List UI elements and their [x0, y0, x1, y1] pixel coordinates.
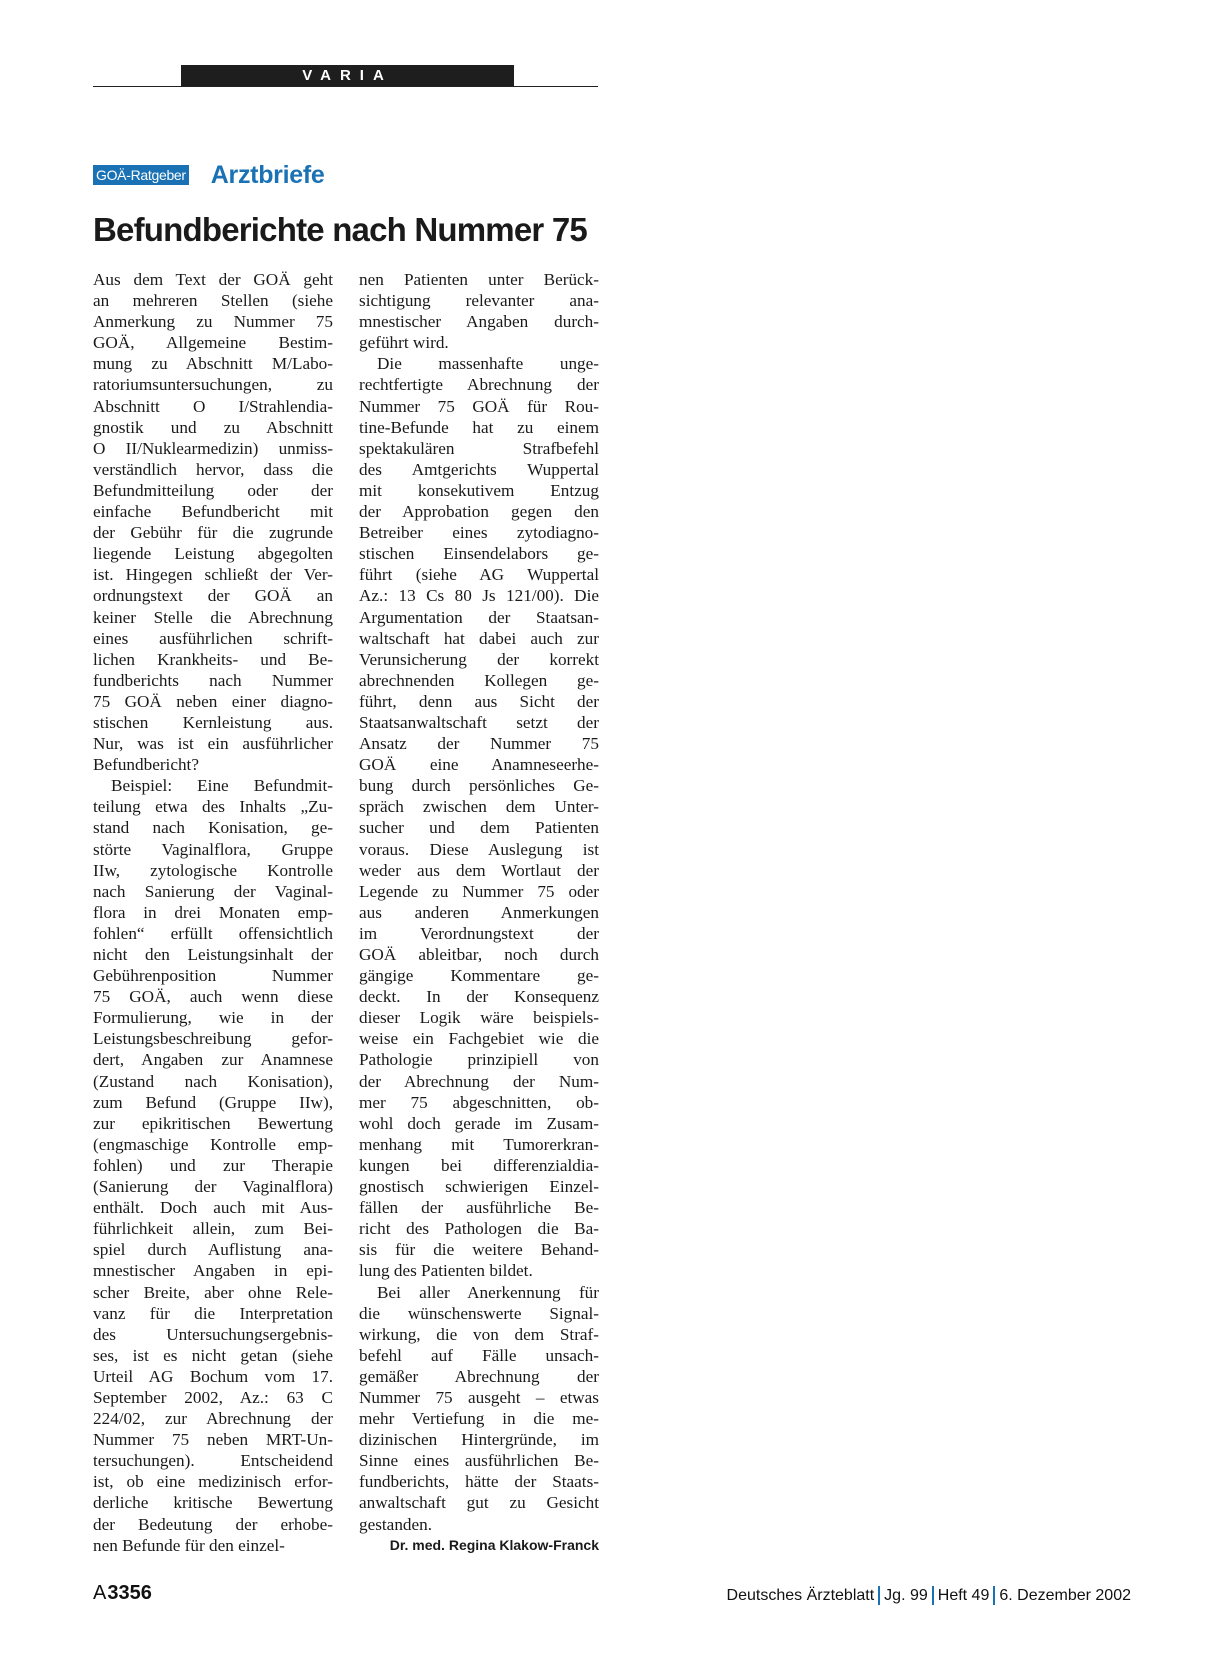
text-line: scher Breite, aber ohne Rele- — [93, 1282, 333, 1302]
text-line: lichen Krankheits- und Be- — [93, 649, 333, 669]
text-line: teilung etwa des Inhalts „Zu- — [93, 797, 333, 817]
text-line: führlichkeit allein, zum Bei- — [93, 1219, 333, 1239]
text-line: nicht den Leistungsinhalt der — [93, 945, 333, 964]
text-line: sucher und dem Patienten — [359, 818, 599, 838]
text-line: weder aus dem Wortlaut der — [359, 860, 599, 880]
text-line: O II/Nuklearmedizin) unmiss- — [93, 438, 333, 458]
text-line: einfache Befundbericht mit — [93, 502, 333, 522]
text-line: fohlen) und zur Therapie — [93, 1155, 333, 1175]
journal-volume: Jg. 99 — [884, 1586, 928, 1604]
text-line: deckt. In der Konsequenz — [359, 987, 599, 1007]
text-line: gestanden. — [359, 1514, 433, 1534]
text-line: 75 GOÄ, auch wenn diese — [93, 987, 333, 1007]
journal-name: Deutsches Ärzteblatt — [726, 1586, 875, 1604]
text-line: zum Befund (Gruppe IIw), — [93, 1092, 333, 1112]
column-tag: GOÄ-Ratgeber — [93, 165, 189, 185]
text-line: ratoriumsuntersuchungen, zu — [93, 375, 333, 395]
text-line: stischen Einsendelabors ge- — [359, 544, 599, 564]
section-header-bar — [181, 65, 514, 86]
section-label: VARIA — [302, 67, 393, 84]
text-line: stand nach Konisation, ge- — [93, 818, 333, 838]
text-line: mit konsekutivem Entzug — [359, 480, 599, 500]
text-line: sis für die weitere Behand- — [359, 1240, 599, 1260]
text-line: Betreiber eines zytodiagno- — [359, 523, 599, 543]
text-line: die wünschenswerte Signal- — [359, 1303, 599, 1323]
text-line: Bei aller Anerkennung für — [377, 1282, 599, 1302]
text-line: wohl doch gerade im Zusam- — [359, 1113, 599, 1133]
text-line: abrechnenden Kollegen ge- — [359, 670, 599, 690]
text-line: Befundmitteilung oder der — [93, 480, 333, 500]
text-line: bung durch persönliches Ge- — [359, 776, 599, 796]
text-line: verständlich hervor, dass die — [93, 459, 333, 479]
journal-footer — [727, 1586, 1131, 1605]
text-line: Anmerkung zu Nummer 75 — [93, 312, 333, 332]
text-line: Aus dem Text der GOÄ geht — [93, 270, 333, 289]
text-line: Formulierung, wie in der — [93, 1008, 333, 1028]
text-line: der Abrechnung der Num- — [359, 1071, 599, 1091]
text-line: GOÄ, Allgemeine Bestim- — [93, 333, 333, 353]
text-line: 224/02, zur Abrechnung der — [93, 1409, 333, 1429]
text-line: enthält. Doch auch mit Aus- — [93, 1198, 333, 1218]
text-line: gnostisch schwierigen Einzel- — [359, 1177, 599, 1197]
text-line: derliche kritische Bewertung — [93, 1493, 333, 1513]
text-line: spiel durch Auflistung ana- — [93, 1240, 333, 1260]
text-line: anwaltschaft gut zu Gesicht — [359, 1493, 599, 1513]
text-line: Verunsicherung der korrekt — [359, 649, 599, 669]
text-line: Nummer 75 neben MRT-Un- — [93, 1430, 333, 1450]
text-line: gnostik und zu Abschnitt — [93, 417, 333, 437]
text-line: lung des Patienten bildet. — [359, 1261, 533, 1281]
text-line: mung zu Abschnitt M/Labo- — [93, 354, 333, 374]
article-column-left — [93, 269, 333, 1556]
footer-separator — [993, 1586, 995, 1605]
page-number-value: 3356 — [107, 1582, 152, 1604]
text-line: an mehreren Stellen (siehe — [93, 291, 333, 311]
text-line: menhang mit Tumorerkran- — [359, 1134, 599, 1154]
text-line: gemäßer Abrechnung der — [359, 1366, 599, 1386]
text-line: Ansatz der Nummer 75 — [359, 734, 599, 754]
journal-issue: Heft 49 — [937, 1586, 990, 1604]
text-line: ordnungstext der GOÄ an — [93, 586, 333, 606]
header-rule — [93, 86, 598, 87]
text-line: störte Vaginalflora, Gruppe — [93, 839, 333, 859]
author-signature: Dr. med. Regina Klakow-Franck — [389, 1536, 599, 1553]
text-line: Staatsanwaltschaft setzt der — [359, 712, 599, 732]
text-line: Az.: 13 Cs 80 Js 121/00). Die — [359, 586, 599, 606]
text-line: führt (siehe AG Wuppertal — [359, 565, 599, 585]
text-line: Pathologie prinzipiell von — [359, 1050, 599, 1070]
text-line: GOÄ ableitbar, noch durch — [359, 945, 599, 964]
journal-date: 6. Dezember 2002 — [999, 1586, 1131, 1604]
text-line: gängige Kommentare ge- — [359, 966, 599, 986]
text-line: Urteil AG Bochum vom 17. — [93, 1366, 333, 1386]
text-line: dieser Logik wäre beispiels- — [359, 1008, 599, 1028]
text-line: ist. Hingegen schließt der Ver- — [93, 565, 333, 585]
text-line: dizinischen Hintergründe, im — [359, 1430, 599, 1450]
text-line: ist, ob eine medizinisch erfor- — [93, 1472, 333, 1492]
text-line: der Gebühr für die zugrunde — [93, 523, 333, 543]
text-line: nen Patienten unter Berück- — [359, 270, 599, 289]
text-line: weise ein Fachgebiet wie die — [359, 1029, 599, 1049]
text-line: mehr Vertiefung in die me- — [359, 1409, 599, 1429]
text-line: mnestischer Angaben in epi- — [93, 1261, 333, 1281]
text-line: fohlen“ erfüllt offensichtlich — [93, 923, 333, 943]
text-line: mnestischer Angaben durch- — [359, 312, 599, 332]
footer-separator — [932, 1586, 934, 1605]
text-line: spektakulären Strafbefehl — [359, 438, 599, 458]
page-number — [93, 1582, 152, 1605]
text-line: tersuchungen). Entscheidend — [93, 1451, 333, 1471]
text-line: befehl auf Fälle unsach- — [359, 1345, 599, 1365]
text-line: Leistungsbeschreibung gefor- — [93, 1029, 333, 1049]
text-line: nen Befunde für den einzel- — [93, 1535, 285, 1555]
text-line: Beispiel: Eine Befundmit- — [111, 776, 333, 796]
text-line: stischen Kernleistung aus. — [93, 712, 333, 732]
text-line: liegende Leistung abgegolten — [93, 544, 333, 564]
footer-separator — [878, 1586, 880, 1605]
text-line: wirkung, die von dem Straf- — [359, 1324, 599, 1344]
text-line: waltschaft hat dabei auch zur — [359, 628, 599, 648]
text-line: nach Sanierung der Vaginal- — [93, 881, 333, 901]
text-line: geführt wird. — [359, 333, 449, 353]
text-line: keiner Stelle die Abrechnung — [93, 607, 333, 627]
text-line: Legende zu Nummer 75 oder — [359, 881, 599, 901]
text-line: 75 GOÄ neben einer diagno- — [93, 691, 333, 711]
text-line: im Verordnungstext der — [359, 923, 599, 943]
text-line: führt, denn aus Sicht der — [359, 691, 599, 711]
text-line: fällen der ausführliche Be- — [359, 1198, 599, 1218]
topic-label: Arztbriefe — [210, 160, 325, 189]
text-line: Gebührenposition Nummer — [93, 966, 333, 986]
article-column-right — [359, 269, 599, 1556]
text-line: aus anderen Anmerkungen — [359, 902, 599, 922]
text-line: mer 75 abgeschnitten, ob- — [359, 1092, 599, 1112]
text-line: der Bedeutung der erhobe- — [93, 1514, 333, 1534]
kicker — [93, 160, 324, 190]
text-line: (engmaschige Kontrolle emp- — [93, 1134, 333, 1154]
article-headline: Befundberichte nach Nummer 75 — [93, 211, 587, 248]
text-line: Die massenhafte unge- — [377, 354, 599, 374]
text-line: flora in drei Monaten emp- — [93, 902, 333, 922]
text-line: des Amtgerichts Wuppertal — [359, 459, 599, 479]
text-line: Nummer 75 ausgeht – etwas — [359, 1387, 599, 1407]
page-prefix: A — [93, 1582, 107, 1604]
text-line: Abschnitt O I/Strahlendia- — [93, 396, 333, 416]
text-line: zur epikritischen Bewertung — [93, 1113, 333, 1133]
text-line: September 2002, Az.: 63 C — [93, 1387, 333, 1407]
text-line: (Zustand nach Konisation), — [93, 1071, 333, 1091]
text-line: fundberichts, hätte der Staats- — [359, 1472, 599, 1492]
text-line: Nummer 75 GOÄ für Rou- — [359, 396, 599, 416]
text-line: richt des Pathologen die Ba- — [359, 1219, 599, 1239]
text-line: kungen bei differenzialdia- — [359, 1155, 599, 1175]
text-line: vanz für die Interpretation — [93, 1303, 333, 1323]
text-line: Nur, was ist ein ausführlicher — [93, 734, 333, 754]
text-line: (Sanierung der Vaginalflora) — [93, 1177, 333, 1197]
text-line: Befundbericht? — [93, 755, 199, 775]
text-line: ses, ist es nicht getan (siehe — [93, 1345, 333, 1365]
text-line: des Untersuchungsergebnis- — [93, 1324, 333, 1344]
text-line: voraus. Diese Auslegung ist — [359, 839, 599, 859]
text-line: spräch zwischen dem Unter- — [359, 797, 599, 817]
text-line: sichtigung relevanter ana- — [359, 291, 599, 311]
text-line: tine-Befunde hat zu einem — [359, 417, 599, 437]
text-line: GOÄ eine Anamneseerhe- — [359, 755, 599, 775]
text-line: fundberichts nach Nummer — [93, 670, 333, 690]
text-line: rechtfertigte Abrechnung der — [359, 375, 599, 395]
text-line: eines ausführlichen schrift- — [93, 628, 333, 648]
text-line: IIw, zytologische Kontrolle — [93, 860, 333, 880]
text-line: dert, Angaben zur Anamnese — [93, 1050, 333, 1070]
text-line: Argumentation der Staatsan- — [359, 607, 599, 627]
text-line: der Approbation gegen den — [359, 502, 599, 522]
text-line: Sinne eines ausführlichen Be- — [359, 1451, 599, 1471]
